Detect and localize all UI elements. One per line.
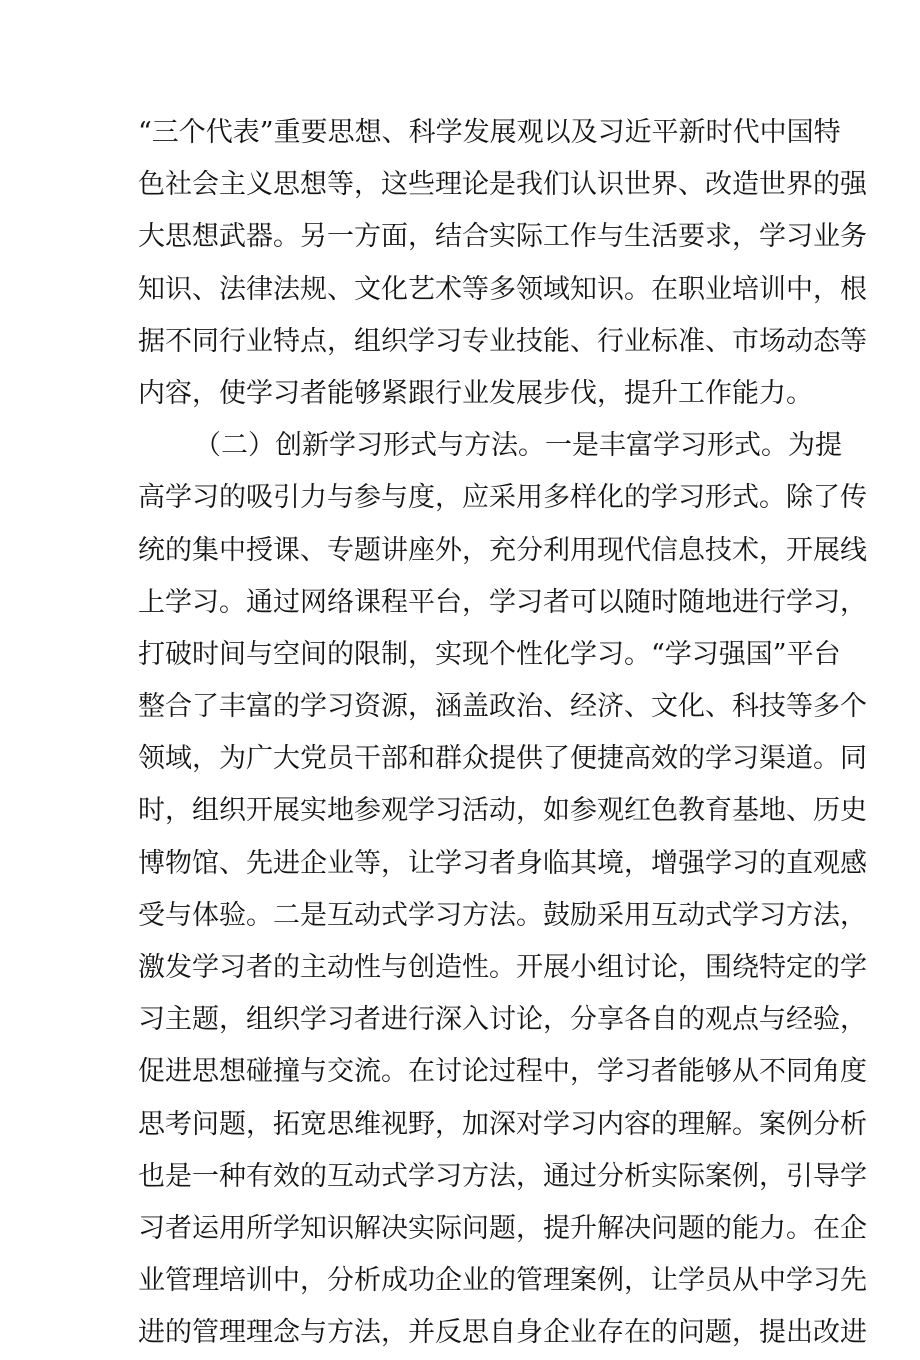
text-line: 打破时间与空间的限制，实现个性化学习。“学习强国”平台 [138, 638, 841, 670]
text-line: 整合了丰富的学习资源，涵盖政治、经济、文化、科技等多个 [138, 691, 867, 723]
text-line: “三个代表”重要思想、科学发展观以及习近平新时代中国特 [138, 117, 841, 148]
body-text [138, 107, 867, 1360]
text-line: 上学习。通过网络课程平台，学习者可以随时随地进行学习， [138, 586, 867, 618]
text-line: 受与体验。二是互动式学习方法。鼓励采用互动式学习方法， [138, 899, 867, 931]
text-line: 博物馆、先进企业等，让学习者身临其境，增强学习的直观感 [138, 847, 867, 879]
text-line: 色社会主义思想等，这些理论是我们认识世界、改造世界的强 [138, 169, 867, 201]
text-line: 时，组织开展实地参观学习活动，如参观红色教育基地、历史 [138, 795, 867, 827]
text-line: 激发学习者的主动性与创造性。开展小组讨论，围绕特定的学 [138, 952, 867, 983]
text-line: 统的集中授课、专题讲座外，充分利用现代信息技术，开展线 [138, 534, 867, 566]
text-line: 促进思想碰撞与交流。在讨论过程中，学习者能够从不同角度 [138, 1056, 867, 1088]
paragraph-end-line: 内容，使学习者能够紧跟行业发展步伐，提升工作能力。 [138, 377, 813, 409]
section-heading-line: （二）创新学习形式与方法。一是丰富学习形式。为提 [194, 430, 842, 462]
text-line: 也是一种有效的互动式学习方法，通过分析实际案例，引导学 [138, 1160, 867, 1192]
text-line: 业管理培训中，分析成功企业的管理案例，让学员从中学习先 [138, 1265, 867, 1297]
text-line: 进的管理理念与方法，并反思自身企业存在的问题，提出改进 [138, 1317, 867, 1349]
text-line: 大思想武器。另一方面，结合实际工作与生活要求，学习业务 [138, 221, 867, 253]
text-line: 高学习的吸引力与参与度，应采用多样化的学习形式。除了传 [138, 482, 867, 514]
text-line: 知识、法律法规、文化艺术等多领域知识。在职业培训中，根 [138, 273, 867, 305]
text-line: 习者运用所学知识解决实际问题，提升解决问题的能力。在企 [138, 1212, 867, 1244]
text-line: 据不同行业特点，组织学习专业技能、行业标准、市场动态等 [138, 325, 867, 357]
text-line: 习主题，组织学习者进行深入讨论，分享各自的观点与经验， [138, 1004, 867, 1036]
text-line: 领域，为广大党员干部和群众提供了便捷高效的学习渠道。同 [138, 743, 867, 775]
text-line: 思考问题，拓宽思维视野，加深对学习内容的理解。案例分析 [138, 1108, 867, 1140]
